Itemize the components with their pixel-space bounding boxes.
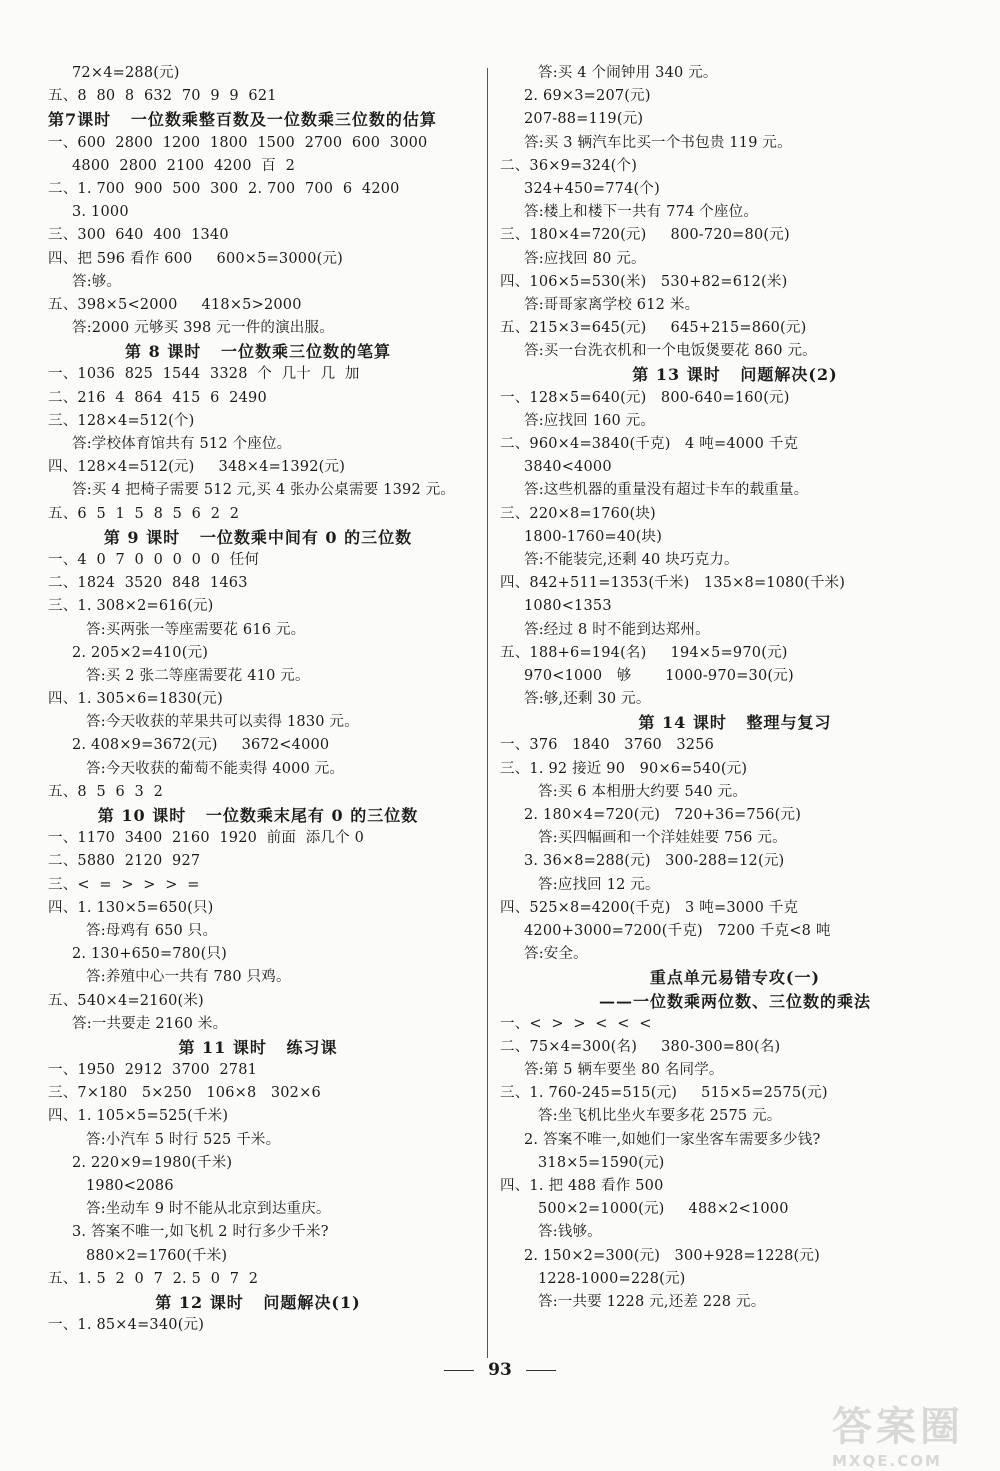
answer-line: 4200+3000=7200(千克) 7200 千克<8 吨	[524, 922, 831, 939]
answer-line: 答:应找回 12 元。	[538, 876, 660, 893]
answer-line: 2. 答案不唯一,如她们一家坐客车需要多少钱?	[524, 1131, 821, 1148]
answer-line: 2. 150×2=300(元) 300+928=1228(元)	[524, 1247, 820, 1264]
answer-line: 答:安全。	[524, 946, 588, 963]
answer-line: 72×4=288(元)	[72, 65, 180, 81]
answer-line: 1980<2086	[86, 1178, 174, 1194]
answer-line: 四、把 596 看作 600 600×5=3000(元)	[48, 250, 344, 267]
answer-line: 970<1000 够 1000-970=30(元)	[524, 667, 794, 684]
answer-line: 答:买一台洗衣机和一个电饭煲要花 860 元。	[524, 343, 817, 360]
answer-line: 答:不能装完,还剩 40 块巧克力。	[524, 551, 739, 568]
section-heading: 第7课时 一位数乘整百数及一位数乘三位数的估算	[48, 110, 437, 130]
answer-line: 2. 205×2=410(元)	[72, 644, 209, 661]
answer-line: 答:够,还剩 30 元。	[524, 691, 651, 708]
answer-line: 答:买 2 张二等座需要花 410 元。	[86, 667, 310, 684]
answer-line: 答:坐飞机比坐火车要多花 2575 元。	[538, 1108, 782, 1125]
answer-line: 二、216 4 864 415 6 2490	[48, 389, 267, 406]
answer-line: 四、106×5=530(米) 530+82=612(米)	[500, 273, 788, 290]
answer-line: 答:今天收获的葡萄不能卖得 4000 元。	[86, 760, 345, 777]
answer-line: 三、180×4=720(元) 800-720=80(元)	[500, 227, 790, 244]
answer-line: 2. 408×9=3672(元) 3672<4000	[72, 737, 330, 754]
answer-line: 一、1950 2912 3700 2781	[48, 1062, 258, 1079]
answer-line: 4800 2800 2100 4200 百 2	[72, 157, 296, 174]
answer-line: 答:一共要走 2160 米。	[72, 1015, 228, 1032]
answer-line: 答:应找回 160 元。	[524, 412, 656, 429]
page-number: 93	[488, 1360, 512, 1380]
footer-dash-left	[444, 1370, 474, 1371]
answer-line: 答:买 4 把椅子需要 512 元,买 4 张办公桌需要 1392 元。	[72, 482, 456, 499]
answer-line: 三、7×180 5×250 106×8 302×6	[48, 1085, 321, 1102]
answer-line: 3. 1000	[72, 204, 129, 221]
section-heading: 重点单元易错专攻(一)	[649, 968, 821, 988]
answer-line: 一、376 1840 3760 3256	[500, 737, 715, 754]
answer-line: 答:养殖中心一共有 780 只鸡。	[86, 969, 291, 986]
answer-line: 三、128×4=512(个)	[48, 412, 195, 429]
answer-line: 二、960×4=3840(千克) 4 吨=4000 千克	[500, 436, 799, 452]
section-heading: 第 10 课时 一位数乘末尾有 0 的三位数	[97, 806, 419, 825]
answer-line: 二、5880 2120 927	[48, 853, 201, 870]
answer-line: 207-88=119(元)	[524, 111, 644, 128]
answer-line: 一、< > > < < <	[500, 1015, 652, 1032]
answer-line: 2. 180×4=720(元) 720+36=756(元)	[524, 807, 802, 823]
answer-line: 五、6 5 1 5 8 5 6 2 2	[48, 505, 240, 522]
answer-line: 答:小汽车 5 时行 525 千米。	[86, 1131, 281, 1148]
answer-line: 324+450=774(个)	[524, 180, 660, 197]
answer-line: 一、128×5=640(元) 800-640=160(元)	[500, 389, 790, 406]
answer-line: 答:买 6 本相册大约要 540 元。	[538, 783, 748, 800]
answer-line: 五、188+6=194(名) 194×5=970(元)	[500, 644, 788, 661]
answer-line: 答:应找回 80 元。	[524, 250, 646, 267]
answer-line: 答:买 3 辆汽车比买一个书包贵 119 元。	[524, 134, 792, 151]
section-heading: 第 8 课时 一位数乘三位数的笔算	[125, 342, 391, 362]
answer-line: 四、128×4=512(元) 348×4=1392(元)	[48, 459, 346, 476]
section-heading: 第 9 课时 一位数乘中间有 0 的三位数	[103, 527, 413, 547]
answer-line: 二、1. 700 900 500 300 2. 700 700 6 4200	[48, 180, 400, 197]
answer-line: 三、1. 308×2=616(元)	[48, 598, 214, 615]
answer-line: 二、75×4=300(名) 380-300=80(名)	[500, 1038, 781, 1055]
answer-line: 五、398×5<2000 418×5>2000	[48, 296, 302, 313]
answer-line: 880×2=1760(千米)	[86, 1247, 228, 1264]
answer-line: 答:够。	[72, 273, 122, 290]
answer-line: 四、842+511=1353(千米) 135×8=1080(千米)	[500, 575, 846, 592]
answer-line: 四、1. 130×5=650(只)	[48, 899, 214, 916]
section-heading: ——一位数乘两位数、三位数的乘法	[598, 991, 871, 1011]
answer-line: 答:学校体育馆共有 512 个座位。	[72, 436, 292, 452]
answer-line: 答:经过 8 时不能到达郑州。	[524, 621, 710, 638]
answer-line: 三、300 640 400 1340	[48, 227, 229, 244]
answer-line: 答:今天收获的苹果共可以卖得 1830 元。	[86, 714, 359, 731]
section-heading: 第 14 课时 整理与复习	[638, 713, 832, 733]
section-heading: 第 11 课时 练习课	[178, 1037, 338, 1057]
answer-line: 五、1. 5 2 0 7 2. 5 0 7 2	[48, 1270, 259, 1287]
answer-line: 3. 36×8=288(元) 300-288=12(元)	[524, 853, 785, 870]
answer-line: 四、1. 105×5=525(千米)	[48, 1108, 229, 1125]
page-footer	[0, 1360, 1000, 1380]
answer-line: 答:这些机器的重量没有超过卡车的载重量。	[524, 482, 809, 499]
answer-line: 318×5=1590(元)	[538, 1154, 665, 1171]
answer-line: 二、36×9=324(个)	[500, 157, 638, 174]
answer-line: 2. 130+650=780(只)	[72, 946, 227, 963]
answer-line: 2. 69×3=207(元)	[524, 88, 651, 105]
answer-line: 四、525×8=4200(千克) 3 吨=3000 千克	[500, 899, 799, 916]
answer-line: 答:买两张一等座需要花 616 元。	[86, 621, 306, 638]
footer-dash-right	[526, 1370, 556, 1371]
section-heading: 第 13 课时 问题解决(2)	[632, 365, 838, 385]
answer-line: 二、1824 3520 848 1463	[48, 575, 248, 592]
answer-line: 五、540×4=2160(米)	[48, 992, 204, 1009]
answer-line: 一、1. 85×4=340(元)	[48, 1317, 205, 1334]
answer-line: 3840<4000	[524, 459, 612, 476]
answer-line: 答:一共要 1228 元,还差 228 元。	[538, 1293, 766, 1310]
watermark-text: 答案圈	[832, 1404, 964, 1450]
section-heading: 第 12 课时 问题解决(1)	[155, 1292, 361, 1312]
answer-line: 答:买 4 个闹钟用 340 元。	[538, 65, 718, 81]
right-column	[500, 62, 970, 1314]
answer-line: 500×2=1000(元) 488×2<1000	[538, 1201, 789, 1218]
answer-line: 答:坐动车 9 时不能从北京到达重庆。	[86, 1201, 331, 1218]
left-column	[48, 62, 468, 1337]
answer-line: 答:哥哥家离学校 612 米。	[524, 296, 700, 313]
answer-line: 四、1. 把 488 看作 500	[500, 1178, 664, 1194]
answer-line: 答:第 5 辆车要坐 80 名同学。	[524, 1062, 724, 1079]
answer-line: 一、4 0 7 0 0 0 0 0 任何	[48, 551, 260, 568]
answer-line: 1800-1760=40(块)	[524, 528, 663, 545]
answer-line: 四、1. 305×6=1830(元)	[48, 691, 223, 708]
answer-line: 答:母鸡有 650 只。	[86, 922, 218, 939]
answer-line: 2. 220×9=1980(千米)	[72, 1154, 233, 1171]
answer-line: 三、< = > > > =	[48, 876, 200, 893]
column-divider	[487, 68, 488, 1358]
answer-line: 1228-1000=228(元)	[538, 1270, 686, 1287]
answer-line: 三、220×8=1760(块)	[500, 505, 656, 522]
answer-line: 3. 答案不唯一,如飞机 2 时行多少千米?	[72, 1224, 329, 1241]
answer-line: 五、8 5 6 3 2	[48, 783, 163, 800]
answer-line: 答:钱够。	[538, 1224, 602, 1241]
watermark-url: MXQE.COM	[832, 1452, 942, 1470]
answer-line: 一、1036 825 1544 3328 个 几十 几 加	[48, 366, 360, 383]
watermark-logo	[832, 1395, 982, 1470]
answer-line: 一、600 2800 1200 1800 1500 2700 600 3000	[48, 134, 428, 151]
answer-line: 一、1170 3400 2160 1920 前面 添几个 0	[48, 830, 365, 847]
answer-line: 答:2000 元够买 398 元一件的演出服。	[72, 320, 334, 337]
answer-line: 答:买四幅画和一个洋娃娃要 756 元。	[538, 830, 787, 847]
answer-line: 五、8 80 8 632 70 9 9 621	[48, 88, 277, 105]
answer-line: 五、215×3=645(元) 645+215=860(元)	[500, 320, 807, 337]
answer-line: 答:楼上和楼下一共有 774 个座位。	[524, 204, 759, 221]
answer-line: 1080<1353	[524, 598, 612, 615]
answer-line: 三、1. 92 接近 90 90×6=540(元)	[500, 760, 748, 777]
answer-line: 三、1. 760-245=515(元) 515×5=2575(元)	[500, 1085, 828, 1102]
